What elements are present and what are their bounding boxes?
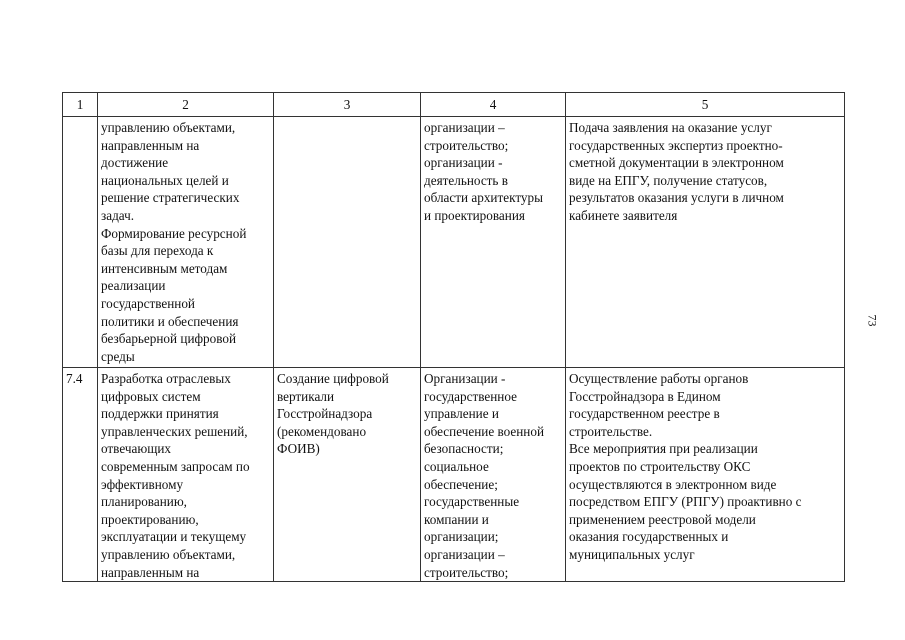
- cell-result: [274, 117, 421, 368]
- header-col-5: 5: [566, 93, 845, 117]
- header-col-4: 4: [421, 93, 566, 117]
- cell-sectors: Организации - государственное управление и обеспечение военной безопасности; социальное обеспечение; государственные компании и организации; организации – строительство;: [421, 368, 566, 582]
- cell-measure: управлению объектами, направленным на достижение национальных целей и решение стратегических задач. Формирование ресурсной базы для перехода к интенсивным методам реализации государственной политики и обеспечения безбарьерной цифровой среды: [98, 117, 274, 368]
- header-row: [63, 93, 845, 117]
- table-row: [63, 368, 845, 582]
- cell-sectors: организации – строительство; организации - деятельность в области архитектуры и проектирования: [421, 117, 566, 368]
- table-row: [63, 117, 845, 368]
- cell-measure: Разработка отраслевых цифровых систем поддержки принятия управленческих решений, отвечающих современным запросам по эффективному планированию, проектированию, эксплуатации и текущему управлению объектами, направленным на: [98, 368, 274, 582]
- header-col-3: 3: [274, 93, 421, 117]
- cell-result: Создание цифровой вертикали Госстройнадзора (рекомендовано ФОИВ): [274, 368, 421, 582]
- measures-table: [62, 92, 845, 582]
- cell-description: Осуществление работы органов Госстройнадзора в Едином государственном реестре в строительстве. Все мероприятия при реализации проектов по строительству ОКС осуществляются в электронном виде посредством ЕПГУ (РПГУ) проактивно с применением реестровой модели оказания государственных и муниципальных услуг: [566, 368, 845, 582]
- cell-description: Подача заявления на оказание услуг государственных экспертиз проектно- сметной документации в электронном виде на ЕПГУ, получение статусов, результатов оказания услуги в личном кабинете заявителя: [566, 117, 845, 368]
- header-col-1: 1: [63, 93, 98, 117]
- cell-number: 7.4: [63, 368, 98, 582]
- page-number: 73: [865, 314, 880, 327]
- cell-number: [63, 117, 98, 368]
- header-col-2: 2: [98, 93, 274, 117]
